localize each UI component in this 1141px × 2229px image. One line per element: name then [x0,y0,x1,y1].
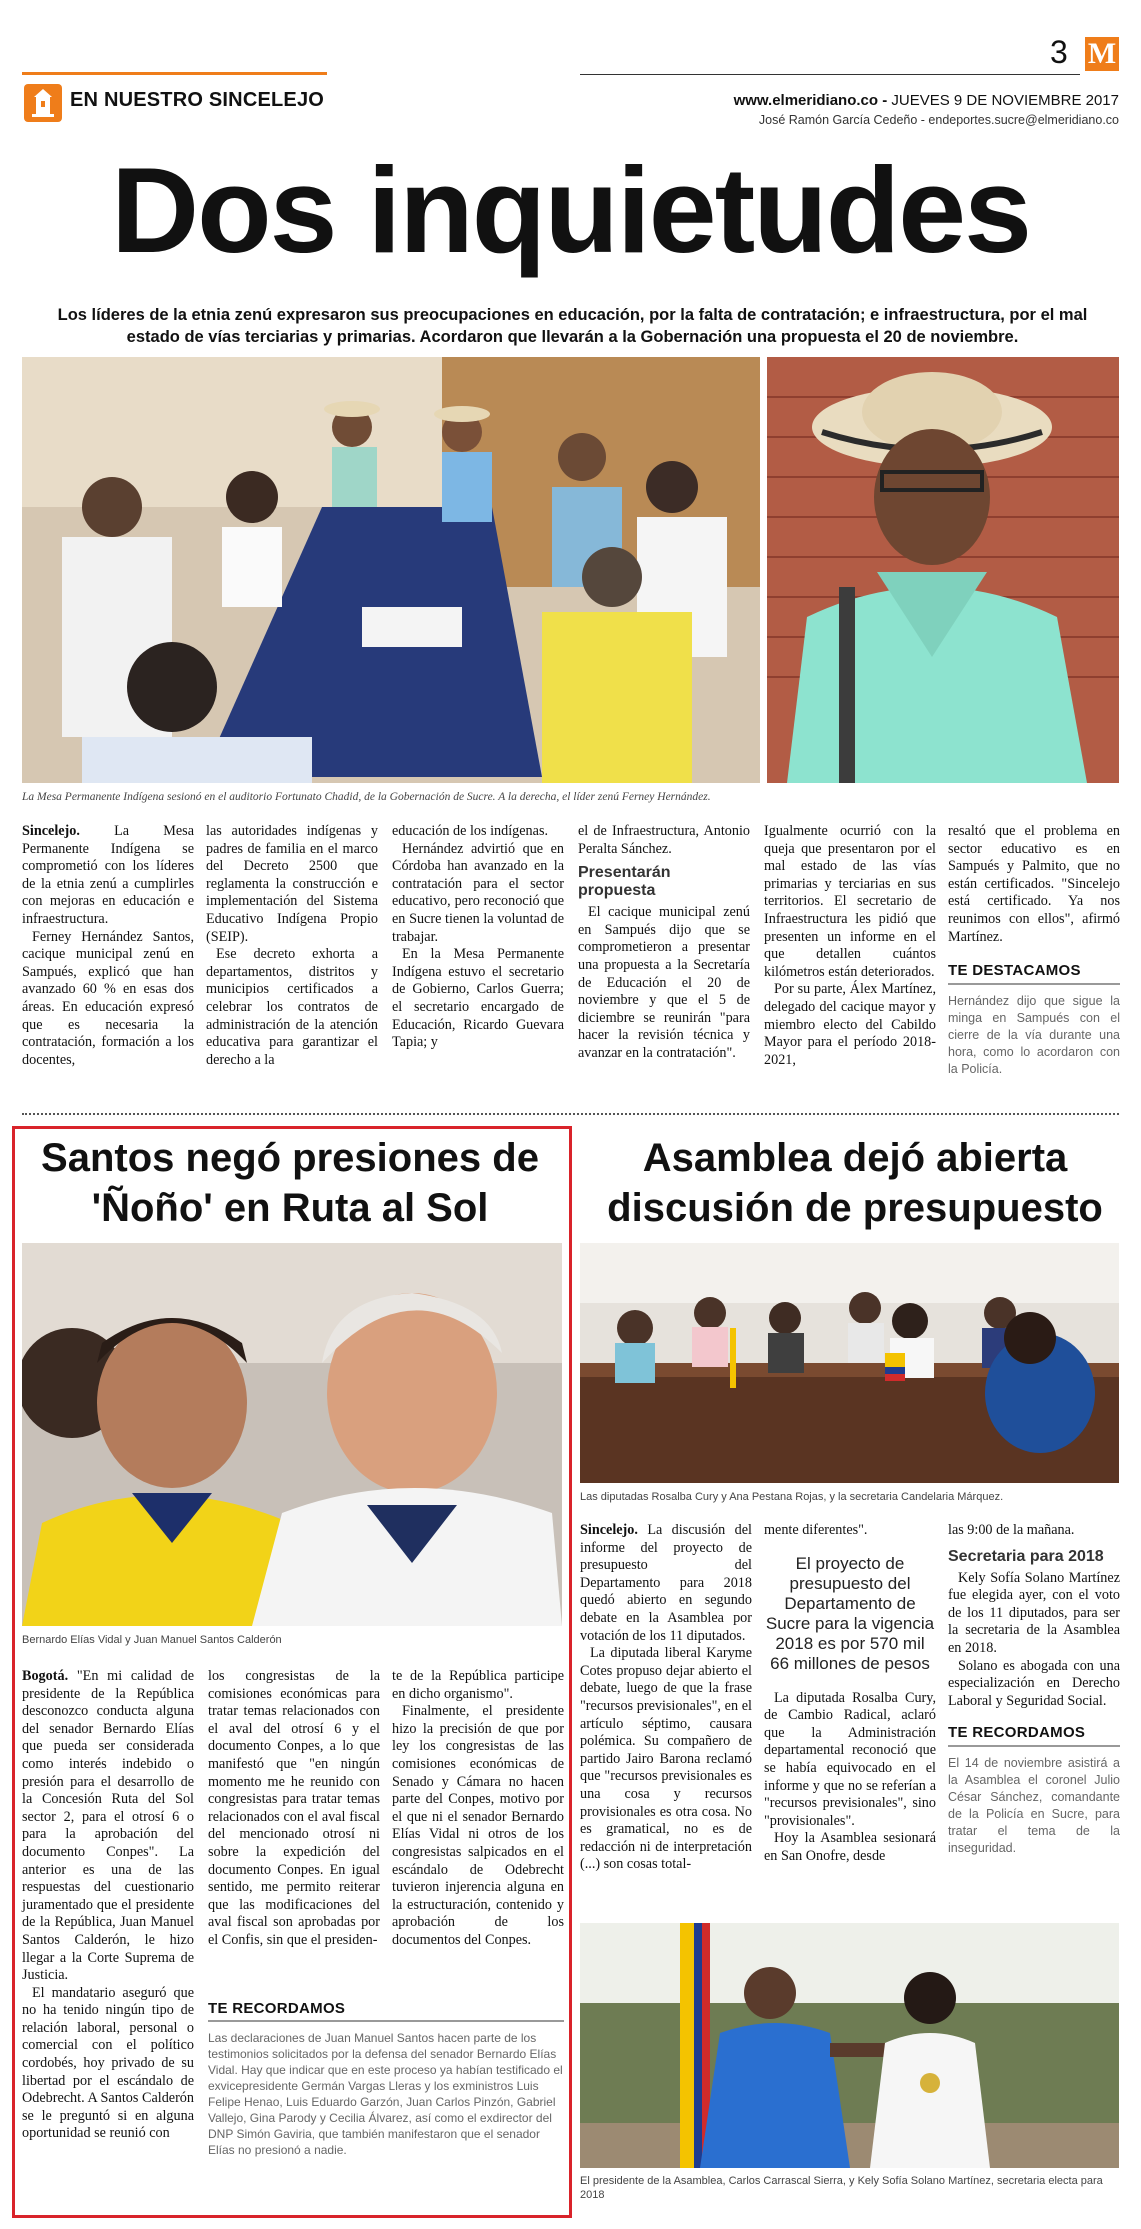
main-caption: La Mesa Permanente Indígena sesionó en el auditorio Fortunato Chadid, de la Gobernación de Sucre. A la derecha, el líder zenú Ferney Hernández. [22,791,711,803]
brand-logo: M [1085,37,1119,71]
top-rule [580,74,1080,75]
church-icon [24,84,62,122]
main-col5-p1: Igualmente ocurrió con la queja que presentaron por el mal estado de las vías primarias y terciarias en sus territorios. El secretario de Infraestructura les pidió que presenten un informe en el que detallen cuántos kilómetros están deteriorados. [764,823,936,980]
main-col-6 [948,823,1120,1078]
page-number: 3 [1050,34,1068,70]
santos-col2-p1: los congresistas de la comisiones económicas para tratar temas relacionados con el aval del otrosí 6 y el documento Conpes, a lo que manifestó que "en ningún momento me he reunido con congresistas para tratar temas relacionados con el aval fiscal del mencionado otrosí ni sobre la expedición del documento Conpes. En igual sentido, me permito reiterar que las modificaciones del aval fiscal son aprobadas por el Confis, sin que el presiden- [208,1668,380,1948]
main-subhead: Presentarán propuesta [578,864,671,900]
main-col1-p1: La Mesa Permanente Indígena se comprometió con los líderes de la etnia zenú a cumplirles con mejoras en educación e infraestructura. [22,823,194,927]
section-divider [22,1113,1119,1115]
main-col-1 [22,823,194,1069]
santos-col1-p2: El mandatario aseguró que no ha tenido ningún tipo de relación laboral, personal o comercial con el político cordobés, hoy privado de su libertad por el escándalo de Odebrecht. A Santos Calderón se le preguntó si en alguna oportunidad se reunió con [22,1984,194,2142]
email[interactable]: endeportes.sucre@elmeridiano.co [928,113,1119,127]
main-col1-p2: Ferney Hernández Santos, cacique municipal zenú en Sampués, explicó que han avanzado 60 % en esas dos áreas. En educación expresó que es necesaria la contratación, formación a los docentes, [22,928,194,1068]
main-col2-p2: Ese decreto exhorta a departamentos, distritos y municipios certificados a celebrar los contratos de administración de la atención educativa para garantizar el derecho a la [206,946,378,1068]
santos-col3-p1: te de la República participe en dicho organismo". [392,1668,564,1702]
main-col4-p1: el de Infraestructura, Antonio Peralta Sánchez. [578,823,750,857]
asamblea-col2-p2: La diputada Rosalba Cury, de Cambio Radical, aclaró que la Administración departamental reconoció que se había equivocado en el informe y que no se referían a "recursos previsionales", sino "provisionales". [764,1689,936,1829]
main-deck: Los líderes de la etnia zenú expresaron sus preocupaciones en educación, por la falta de contratación; e infraestructura, por el mal estado de vías terciarias y primarias. Acordaron que llevarán a la Gobernación una propuesta el 20 de noviembre. [57,306,1088,346]
santos-dateline: Bogotá. [22,1668,69,1684]
santos-col-1 [22,1668,194,2143]
main-col-4 [578,823,750,1063]
asamblea-col-3 [948,1522,1120,1857]
asamblea-photo-2 [580,1923,1119,2168]
main-headline: Dos inquietudes [111,142,1030,278]
asamblea-subhead: Secretaria para 2018 [948,1547,1104,1565]
santos-col-3 [392,1668,564,1950]
dateline-sep: - [878,92,892,109]
main-dateline: Sincelejo. [22,823,80,839]
section-header [22,72,327,124]
main-col3-p2: Hernández advirtió que en Córdoba han avanzado en la contratación para el sector educativo, pero reconoció que en Sucre tienen la voluntad de trabajar. [392,840,564,945]
asamblea-photo-1 [580,1243,1119,1483]
asamblea-dateline: Sincelejo. [580,1522,638,1538]
main-col2-p1: las autoridades indígenas y padres de familia en el marco del Decreto 2500 que reglamenta la construcción e implementación del Sistema Educativo Indígena Propio (SEIP). [206,823,378,945]
main-col4-p2: El cacique municipal zenú en Sampués dijo que se comprometieron a presentar una propuesta a la Secretaría de Educación el 20 de noviembre y que el 5 de diciembre se reunirán "para hacer la revisión técnica y avanzar en la contratación". [578,904,750,1061]
byline-sep: - [917,113,929,127]
dateline [734,92,1119,109]
santos-headline: Santos negó presiones de 'Ñoño' en Ruta al Sol [41,1136,539,1230]
santos-box-title: TE RECORDAMOS [208,2000,564,2022]
section-title: EN NUESTRO SINCELEJO [70,89,325,111]
author: José Ramón García Cedeño [758,113,918,127]
main-col6-p1: resaltó que el problema en sector educativo es en Sampués y Palmito, que no están certificados. "Sincelejo está certificado. Ya nos reunimos con ellos", afirmó Martínez. [948,823,1120,945]
asamblea-col-2 [764,1522,936,1866]
leader-photo [767,357,1119,783]
asamblea-caption-2: El presidente de la Asamblea, Carlos Carrascal Sierra, y Kely Sofía Solano Martínez, secretaria electa para 2018 [580,2175,1103,2201]
santos-box [208,2000,564,2158]
asamblea-pullquote: El proyecto de presupuesto del Departamento de Sucre para la vigencia 2018 es por 570 mil 66 millones de pesos [765,1553,935,1673]
main-col-5 [764,823,936,1069]
asamblea-col2-p1: mente diferentes". [764,1522,868,1538]
main-col3-p3: En la Mesa Permanente Indígena estuvo el secretario de Gobierno, Carlos Guerra; el secretario encargado de Educación, Ricardo Guevara Tapia; y [392,946,564,1051]
asamblea-headline: Asamblea dejó abierta discusión de presupuesto [607,1136,1103,1230]
asamblea-col3-p1: las 9:00 de la mañana. [948,1522,1075,1538]
santos-caption: Bernardo Elías Vidal y Juan Manuel Santos Calderón [22,1634,282,1646]
asamblea-col3-p3: Solano es abogada con una especialización en Derecho Laboral y Seguridad Social. [948,1657,1120,1709]
main-box-title: TE DESTACAMOS [948,962,1120,985]
section-icon [24,84,62,122]
byline [759,113,1119,127]
section-rule [22,72,327,75]
asamblea-col1-p2: La diputada liberal Karyme Cotes propuso dejar abierto el debate, luego de que la frase "recursos previsionales", en el artículo séptimo, causara polémica. Su compañero de partido Jairo Barona reclamó que "recursos previsionales es una cosa y recursos provisionales es otra cosa. No es gramatical, no es de redacción ni de interpretación (...) son cosas total- [580,1645,752,1873]
main-col-3 [392,823,564,1052]
santos-box-text: Las declaraciones de Juan Manuel Santos hacen parte de los testimonios solicitados por la defensa del senador Bernardo Elías Vidal. Hay que indicar que en este proceso ya habían testificado el exvicepresidente Germán Vargas Lleras y los exministros Luis Felipe Henao, Luis Eduardo Garzón, Juan Carlos Pinzón, Gabriel Vallejo, Gina Parody y Cecilia Álvarez, así como el exdirector del DNP Simón Gaviria, que también manifestaron que el senador Elías no presionó a nadie. [208,2031,563,2157]
asamblea-box-title: TE RECORDAMOS [948,1724,1120,1747]
santos-photo [22,1243,562,1626]
main-col3-p1: educación de los indígenas. [392,823,549,839]
main-col5-p2: Por su parte, Álex Martínez, delegado del cacique mayor y miembro electo del Cabildo Mayor para el período 2018-2021, [764,981,936,1068]
asamblea-col2-p3: Hoy la Asamblea sesionará en San Onofre, desde [764,1830,936,1864]
website[interactable]: www.elmeridiano.co [733,92,879,109]
santos-col3-p2: Finalmente, el presidente hizo la precisión de que por ley los congresistas de las comisiones económicas de Senado y Cámara no hacen parte del Conpes, motivo por el que ni el senador Bernardo Elías Vidal ni otros de los congresistas salpicados en el escándalo de Odebrecht tuvieron injerencia alguna en la estructuración, contenido y aprobación de los documentos del Conpes. [392,1703,564,1948]
main-col-2 [206,823,378,1069]
asamblea-col1-p1: La discusión del informe del proyecto de presupuesto del Departamento para 2018 quedó abierto en segundo debate en la Asamblea por votación de los 11 diputados. [580,1522,752,1644]
asamblea-col-1 [580,1522,752,1874]
santos-col-2 [208,1668,380,1950]
meeting-photo [22,357,760,783]
date: JUEVES 9 DE NOVIEMBRE 2017 [891,92,1119,109]
main-box-text: Hernández dijo que sigue la minga en Sampués con el cierre de la vía durante una hora, como lo acordaron con la Policía. [948,993,1120,1076]
santos-col1-p1: "En mi calidad de presidente de la República desconozco conducta alguna del senador Bernardo Elías que pueda ser considerada como interés indebido o presión para el desarrollo de la Concesión Ruta del Sol sector 2, para el otrosí 6 o para la aprobación del documento Conpes". La anterior es una de las respuestas del cuestionario juramentado que el presidente de la República, Juan Manuel Santos Calderón, le hizo llegar a la Corte Suprema de Justicia. [22,1668,194,1984]
asamblea-box-text: El 14 de noviembre asistirá a la Asamblea el coronel Julio César Sánchez, comandante de la Policía en Sucre, para tratar el tema de la inseguridad. [948,1755,1120,1855]
asamblea-caption-1: Las diputadas Rosalba Cury y Ana Pestana Rojas, y la secretaria Candelaria Márquez. [580,1491,1004,1503]
asamblea-col3-p2: Kely Sofía Solano Martínez fue elegida ayer, con el voto de los 11 diputados, para ser la secretaria de la Asamblea en 2018. [948,1569,1120,1656]
